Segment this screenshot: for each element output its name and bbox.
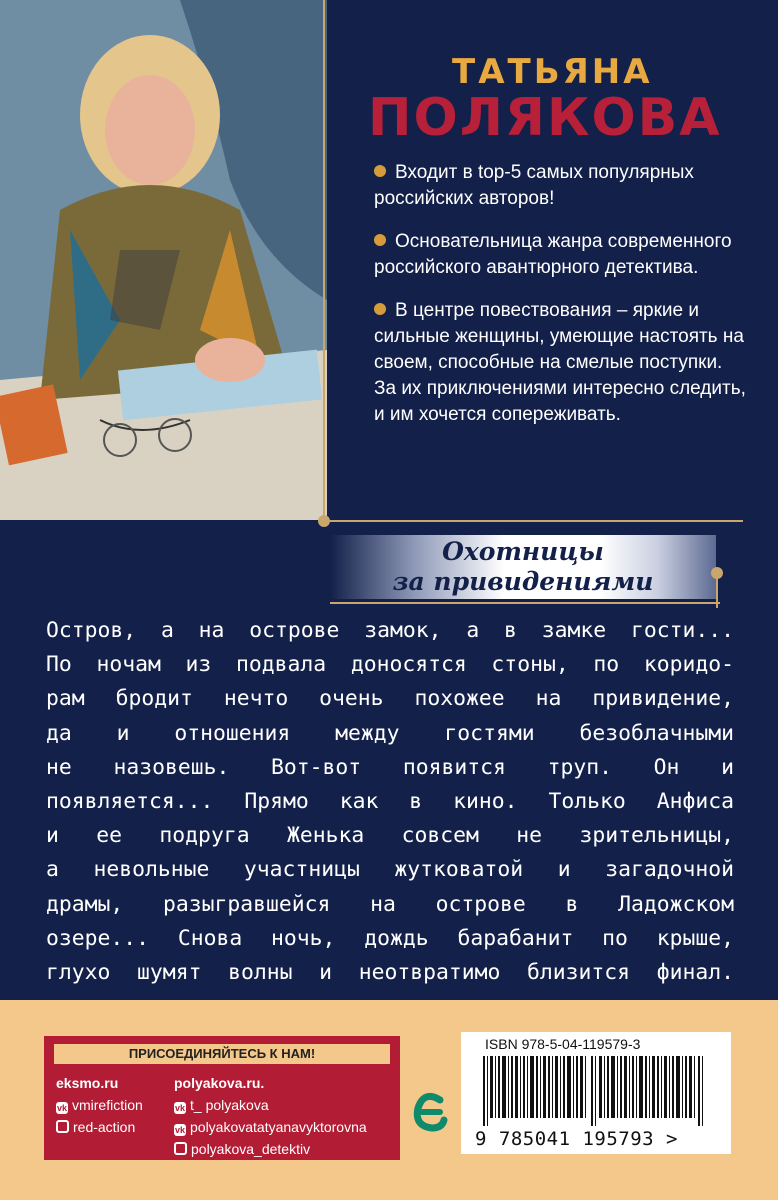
author-first-name: ТАТЬЯНА [452,52,653,92]
isbn-digits: 9 785041 195793 > [475,1128,678,1150]
highlight-item: Входит в top-5 самых популярных российских авторов! [374,162,694,209]
bullet-dot-icon [374,303,386,315]
publisher-vk[interactable]: vmirefiction [72,1097,143,1113]
barcode-icon [483,1056,709,1126]
series-title: Охотницы за привидениями [392,537,654,596]
author-vk[interactable]: polyakovatatyanavyktorovna [190,1119,367,1135]
highlight-item: В центре повествования – яркие и сильные женщины, умеющие настоять на своем, способные на смелые поступки. За их приключениями интересно следить, и им хочется сопереживать. [374,300,746,425]
gold-frame-line [330,602,720,604]
vk-icon: vk [56,1103,67,1113]
series-banner [330,535,716,599]
bullet-dot-icon [374,234,386,246]
gold-frame-line [323,520,743,522]
publisher-links [56,1072,143,1138]
publisher-instagram[interactable]: red-action [73,1119,136,1135]
author-highlights [366,160,746,445]
book-synopsis: Остров, а на острове замок, а в замке гости... По ночам из подвала доносятся стоны, по коридо- рам бродит нечто очень похожее на привидение, да и отношения между гостями безоблачными не назовешь. Вот-вот появится труп. Он и появляется... Прямо как в кино. Только Анфиса и ее подруга Женька совсем не зрительницы, а невольные участницы жутковатой и загадочной драмы, разыгравшейся на острове в Ладожском озере... Снова ночь, дождь барабанит по крыше, глухо шумят волны и неотвратимо близится финал. [46,618,734,986]
author-photo [0,0,327,520]
gold-frame-dot [318,515,330,527]
author-last-name: ПОЛЯКОВА [368,88,722,148]
isbn-barcode-box [461,1032,731,1154]
publisher-site[interactable]: eksmo.ru [56,1075,119,1091]
author-site[interactable]: polyakova.ru. [174,1075,265,1091]
bullet-dot-icon [374,165,386,177]
isbn-label: ISBN 978-5-04-119579-3 [485,1036,641,1052]
highlight-item: Основательница жанра современного российского авантюрного детектива. [374,231,732,278]
social-heading: ПРИСОЕДИНЯЙТЕСЬ К НАМ! [54,1044,390,1064]
eksmo-logo-icon [410,1082,450,1142]
gold-frame-dot [711,567,723,579]
author-links [174,1072,367,1160]
author-instagram[interactable]: polyakova_detektiv [191,1141,311,1157]
instagram-icon [56,1120,69,1133]
instagram-icon [174,1142,187,1155]
social-links-panel [44,1036,400,1160]
gold-frame-line [323,0,325,522]
vk-icon: vk [174,1125,185,1135]
author-telegram[interactable]: t_ polyakova [190,1097,269,1113]
vk-icon: vk [174,1103,185,1113]
